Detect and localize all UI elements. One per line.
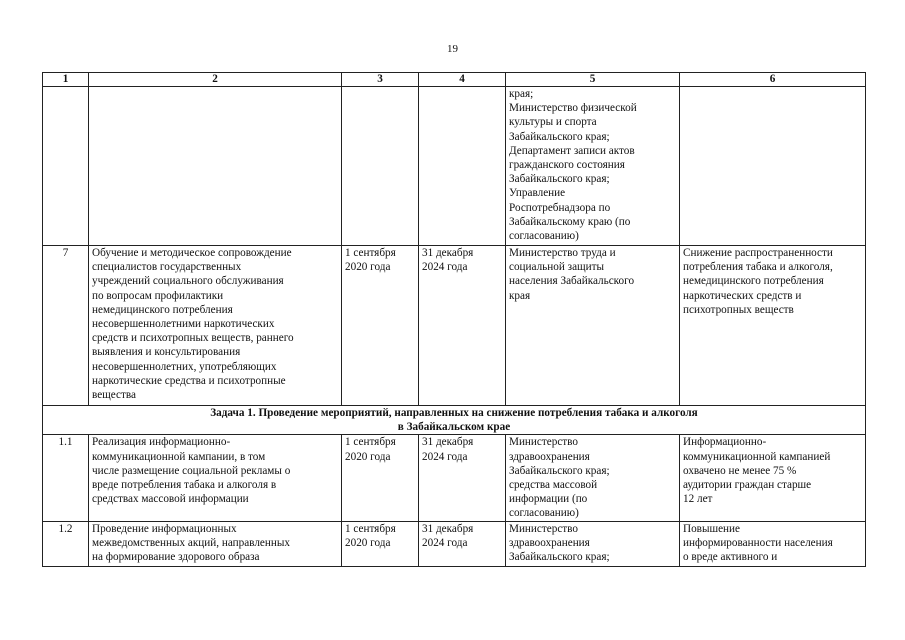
- task-heading-line: Задача 1. Проведение мероприятий, направленных на снижение потребления табака и алкоголя: [210, 407, 698, 419]
- description-cell: [89, 246, 342, 406]
- cell-text-line: коммуникационной кампании, в том: [92, 450, 266, 463]
- cell-text-line: Забайкальского края;: [509, 464, 610, 477]
- cell-text-line: Забайкальского края;: [509, 130, 610, 143]
- executor-cell: [506, 521, 680, 566]
- end-date-cell: [419, 521, 506, 566]
- cell-text-line: здравоохранения: [509, 536, 590, 549]
- cell-text-line: Повышение: [683, 522, 740, 535]
- row-number: 1.1: [43, 435, 89, 521]
- cell-text-line: 2024 года: [422, 450, 468, 463]
- column-header: 3: [342, 73, 419, 87]
- cell-text-line: 2020 года: [345, 450, 391, 463]
- activities-table: [42, 72, 866, 567]
- table-row-continuation: [43, 87, 866, 246]
- cell-text-line: 2020 года: [345, 261, 391, 274]
- cell-text-line: Министерство физической: [509, 102, 637, 115]
- cell-text-line: края: [509, 289, 531, 302]
- cell-text-line: Информационно-: [683, 436, 767, 449]
- cell-text-line: Департамент записи актов: [509, 144, 635, 157]
- cell-text-line: вещества: [92, 389, 136, 402]
- description-cell: [89, 435, 342, 521]
- cell-text-line: по вопросам профилактики: [92, 289, 224, 302]
- cell-text-line: 31 декабря: [422, 247, 474, 259]
- result-cell: [680, 435, 866, 521]
- cell-text-line: 1 сентября: [345, 522, 396, 535]
- table-row-7: [43, 246, 866, 406]
- table-cell: [342, 87, 419, 246]
- cell-text-line: числе размещение социальной рекламы о: [92, 464, 291, 477]
- cell-text-line: информированности населения: [683, 536, 833, 549]
- start-date-cell: [342, 521, 419, 566]
- cell-text-line: Роспотребнадзора по: [509, 201, 611, 214]
- start-date-cell: [342, 246, 419, 406]
- cell-text-line: выявления и консультирования: [92, 346, 241, 359]
- cell-text-line: потребления табака и алкоголя,: [683, 261, 833, 274]
- cell-text-line: средства массовой: [509, 479, 598, 492]
- table-row-1-2: [43, 521, 866, 566]
- cell-text-line: края;: [509, 88, 534, 100]
- page-number: 19: [447, 43, 458, 55]
- executor-cell: [506, 435, 680, 521]
- task-heading-line: в Забайкальском крае: [397, 421, 511, 434]
- cell-text-line: несовершеннолетних, употребляющих: [92, 360, 277, 373]
- cell-text-line: коммуникационной кампанией: [683, 450, 831, 463]
- cell-text-line: Забайкальского края;: [509, 173, 610, 186]
- cell-text-line: информации (по: [509, 493, 588, 506]
- cell-text-line: 31 декабря: [422, 522, 474, 535]
- end-date-cell: [419, 246, 506, 406]
- cell-text-line: социальной защиты: [509, 261, 605, 274]
- cell-text-line: Снижение распространенности: [683, 247, 833, 259]
- cell-text-line: Обучение и методическое сопровождение: [92, 247, 292, 259]
- row-number: 7: [43, 246, 89, 406]
- result-cell: [680, 521, 866, 566]
- cell-text-line: учреждений социального обслуживания: [92, 275, 284, 288]
- cell-text-line: несовершеннолетними наркотических: [92, 318, 275, 331]
- cell-text-line: средств и психотропных веществ, раннего: [92, 332, 294, 345]
- cell-text-line: специалистов государственных: [92, 261, 242, 274]
- column-header: 2: [89, 73, 342, 87]
- executor-cell: [506, 87, 680, 246]
- cell-text-line: наркотических средств и: [683, 289, 802, 302]
- cell-text-line: согласованию): [509, 507, 579, 520]
- description-cell: [89, 521, 342, 566]
- table-header-row: [43, 73, 866, 87]
- cell-text-line: культуры и спорта: [509, 116, 597, 129]
- start-date-cell: [342, 435, 419, 521]
- table-cell: [680, 87, 866, 246]
- cell-text-line: аудитории граждан старше: [683, 479, 812, 492]
- cell-text-line: согласованию): [509, 230, 579, 243]
- task-heading: [43, 406, 866, 435]
- cell-text-line: 31 декабря: [422, 436, 474, 449]
- task-heading-row: [43, 406, 866, 435]
- cell-text-line: охвачено не менее 75 %: [683, 464, 797, 477]
- cell-text-line: Забайкальского края;: [509, 551, 610, 564]
- column-header: 6: [680, 73, 866, 87]
- cell-text-line: 1 сентября: [345, 436, 396, 449]
- table-cell: [43, 87, 89, 246]
- cell-text-line: немедицинского потребления: [683, 275, 824, 288]
- cell-text-line: Министерство: [509, 522, 578, 535]
- cell-text-line: Министерство труда и: [509, 247, 616, 259]
- cell-text-line: Министерство: [509, 436, 578, 449]
- cell-text-line: населения Забайкальского: [509, 275, 635, 288]
- cell-text-line: 2020 года: [345, 536, 391, 549]
- cell-text-line: психотропных веществ: [683, 303, 794, 316]
- cell-text-line: немедицинского потребления: [92, 303, 233, 316]
- cell-text-line: межведомственных акций, направленных: [92, 536, 290, 549]
- table-row-1-1: [43, 435, 866, 521]
- cell-text-line: на формирование здорового образа: [92, 551, 260, 564]
- table-cell: [89, 87, 342, 246]
- cell-text-line: 12 лет: [683, 493, 713, 506]
- cell-text-line: вреде потребления табака и алкоголя в: [92, 479, 277, 492]
- end-date-cell: [419, 435, 506, 521]
- cell-text-line: 2024 года: [422, 261, 468, 274]
- cell-text-line: Управление: [509, 187, 566, 200]
- result-cell: [680, 246, 866, 406]
- cell-text-line: Забайкальскому краю (по: [509, 215, 631, 228]
- cell-text-line: здравоохранения: [509, 450, 590, 463]
- cell-text-line: гражданского состояния: [509, 159, 625, 172]
- cell-text-line: наркотические средства и психотропные: [92, 374, 286, 387]
- column-header: 1: [43, 73, 89, 87]
- column-header: 4: [419, 73, 506, 87]
- table-cell: [419, 87, 506, 246]
- cell-text-line: средствах массовой информации: [92, 493, 249, 506]
- cell-text-line: 1 сентября: [345, 247, 396, 259]
- executor-cell: [506, 246, 680, 406]
- cell-text-line: о вреде активного и: [683, 551, 778, 564]
- column-header: 5: [506, 73, 680, 87]
- cell-text-line: Реализация информационно-: [92, 436, 231, 449]
- row-number: 1.2: [43, 521, 89, 566]
- cell-text-line: Проведение информационных: [92, 522, 237, 535]
- cell-text-line: 2024 года: [422, 536, 468, 549]
